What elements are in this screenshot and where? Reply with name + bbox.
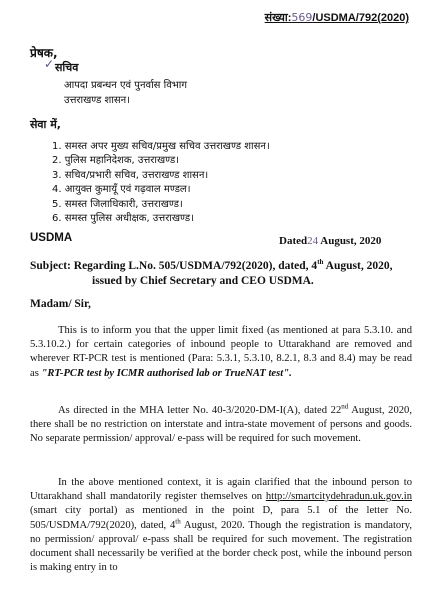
subject-line-1-end: August, 2020, <box>323 260 393 272</box>
paragraph-1 <box>30 324 412 381</box>
recipient-item: 4. आयुक्त कुमायूँ एवं गढ़वाल मण्डल। <box>52 184 191 196</box>
office-name: USDMA <box>30 232 73 244</box>
letter-date <box>279 235 381 247</box>
paragraph-3-text-a: In the above mentioned context, it is again clarified that the inbound person to Uttarakhand shall mandatorily register themselves on <box>30 477 412 503</box>
recipient-item: 3. सचिव/प्रभारी सचिव, उत्तराखण्ड शासन। <box>52 169 209 181</box>
sender-department: आपदा प्रबन्धन एवं पुनर्वास विभाग <box>64 80 188 91</box>
recipient-list <box>52 140 270 226</box>
subject-line-1: Subject: Regarding L.No. 505/USDMA/792(2020), dated, 4 <box>30 260 318 272</box>
paragraph-2-text-a: As directed in the MHA letter No. 40-3/2020-DM-I(A), dated 22 <box>58 405 342 416</box>
date-handwritten-day: 24 <box>307 235 319 247</box>
date-suffix: August, 2020 <box>318 235 382 247</box>
handwritten-tick-icon: ✓ <box>44 57 55 71</box>
subject-line-2: issued by Chief Secretary and CEO USDMA. <box>92 275 314 287</box>
paragraph-2-sup: nd <box>341 402 349 411</box>
paragraph-3-sup: th <box>175 517 181 526</box>
paragraph-3 <box>30 476 412 575</box>
recipient-item: 2. पुलिस महानिदेशक, उत्तराखण्ड। <box>52 155 180 167</box>
ref-prefix: संख्या: <box>264 12 292 24</box>
paragraph-3-text-b: (smart city portal) as mentioned in the point D, para 5.1 of the letter No. 505/USDMA/792(2020), dated, 4 <box>30 505 412 531</box>
date-prefix: Dated <box>279 235 308 247</box>
paragraph-1-text: This is to inform you that the upper limit fixed (as mentioned at para 5.3.10. and 5.3.10.2.) for certain categories of inbound people to Uttarakhand are removed and wherever RT-PCR test is mentioned (Para: 5.3.1, 5.3.10, 8.2.1, 8.3 and 8.4) may be read as <box>30 325 412 379</box>
subject <box>30 259 410 289</box>
sender-government: उत्तराखण्ड शासन। <box>64 95 131 106</box>
to-label: सेवा में, <box>30 118 61 131</box>
recipient-item: 1. समस्त अपर मुख्य सचिव/प्रमुख सचिव उत्तराखण्ड शासन। <box>52 141 270 152</box>
ref-handwritten-number: 569 <box>291 11 313 24</box>
salutation: Madam/ Sir, <box>30 298 91 310</box>
recipient-item: 6. समस्त पुलिस अधीक्षक, उत्तराखण्ड। <box>52 213 194 225</box>
paragraph-1-emphasis: "RT-PCR test by ICMR authorised lab or TrueNAT test". <box>41 367 292 379</box>
recipient-item: 5. समस्त जिलाधिकारी, उत्तराखण्ड। <box>52 198 183 210</box>
sender-title: सचिव <box>55 61 79 74</box>
ref-suffix: /USDMA/792(2020) <box>312 12 409 24</box>
reference-number <box>265 10 409 25</box>
paragraph-2 <box>30 404 412 447</box>
paragraph-2-text-b: August, 2020, there shall be no restriction on interstate and intra-state movement of persons and goods. No separate permission/ approval/ e-pass will be required for such movement. <box>30 405 412 445</box>
smart-city-portal-link[interactable]: http://smartcitydehradun.uk.gov.in <box>265 491 412 503</box>
from-label: प्रेषक, <box>30 46 58 60</box>
subject-sup: th <box>317 258 324 267</box>
paragraph-3-text-c: August, 2020. Though the registration is mandatory, no permission/ approval/ e-pass shall be required for such movement. The registration document shall necessarily be verified at the border check post, while the inbound person is making entry in to <box>30 519 412 574</box>
